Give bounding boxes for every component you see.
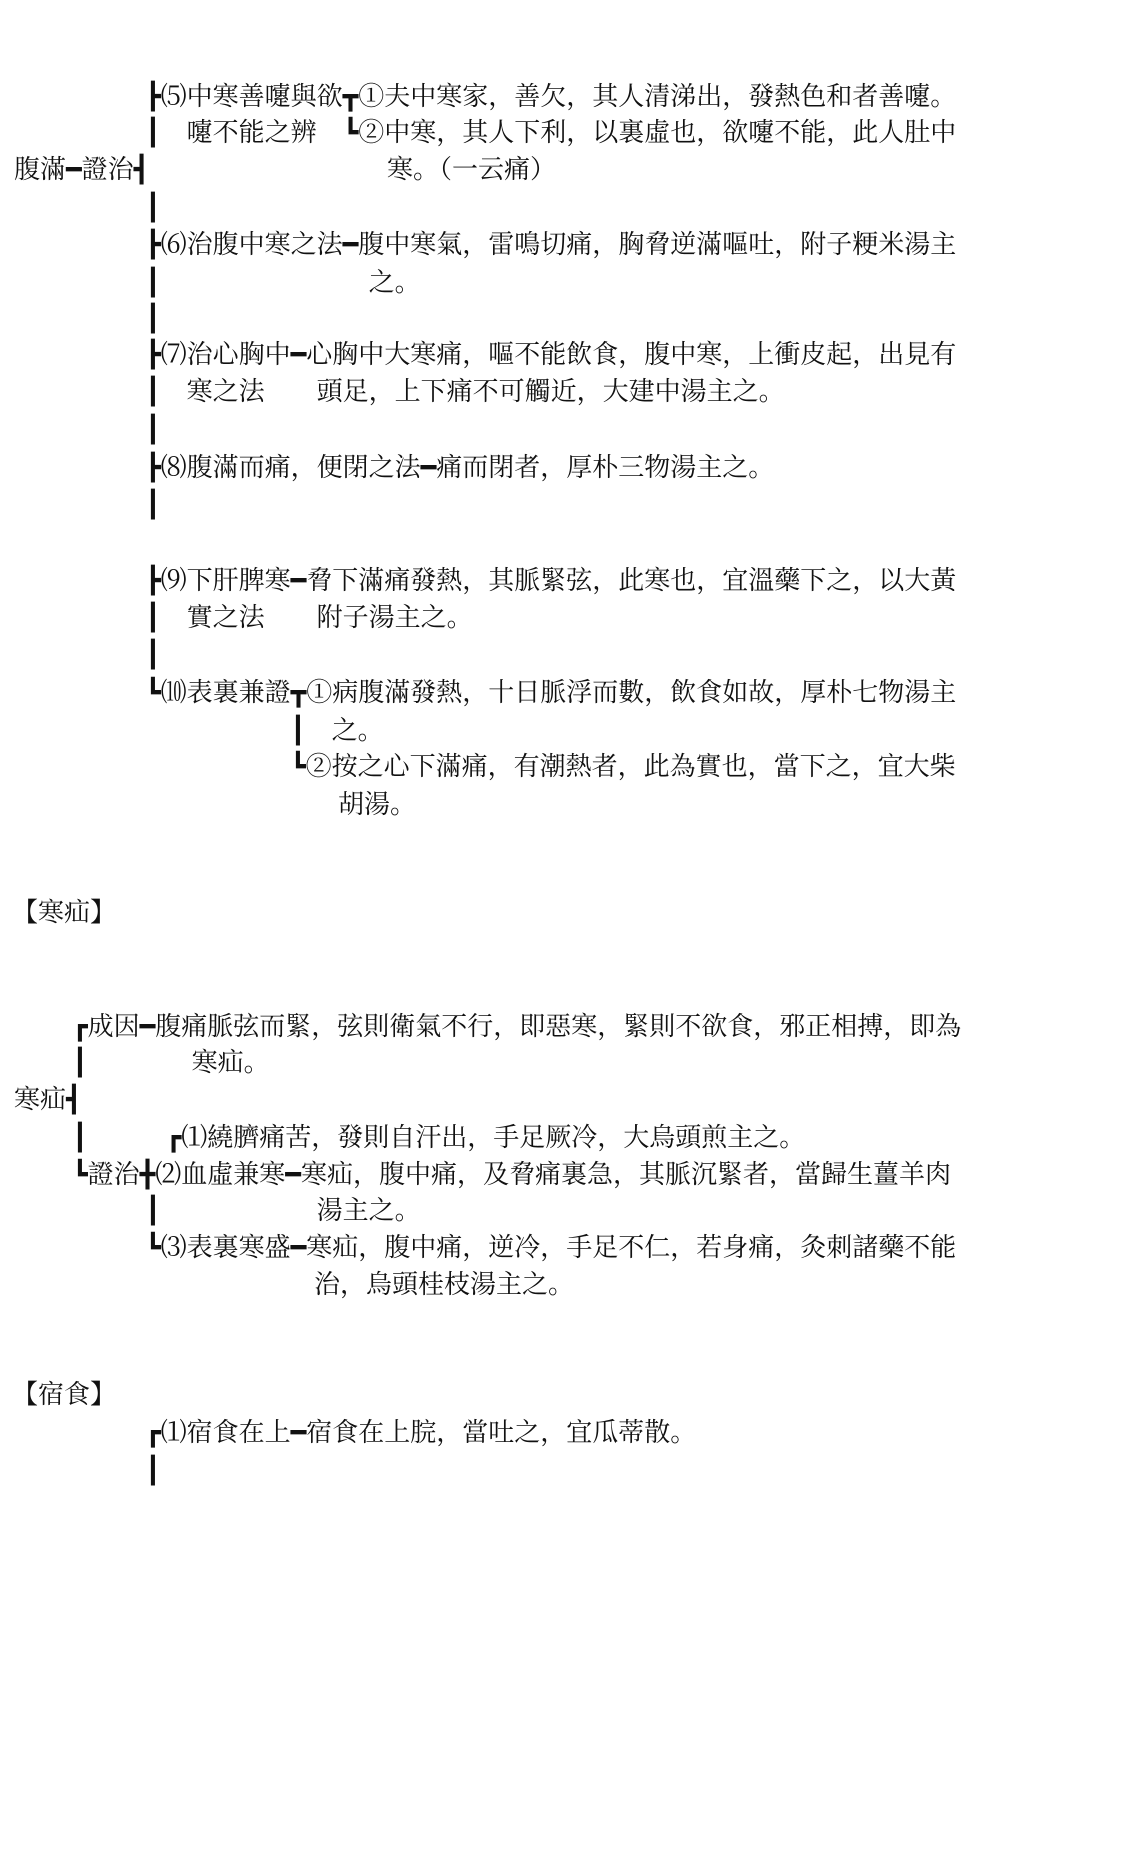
fuman-line-13: ┣⑼下肝脾寒━脅下滿痛發熱，其脈緊弦，此寒也，宜溫藥下之，以大黃 [145, 566, 957, 596]
fuman-line-11: ┣⑻腹滿而痛，便閉之法━痛而閉者，厚朴三物湯主之。 [145, 453, 775, 483]
hanshan-root-label: 寒疝┫ [14, 1085, 82, 1115]
fuman-line-12: ┃ [145, 490, 161, 520]
sushi-line-1: ┏⑴宿食在上━宿食在上脘，當吐之，宜瓜蒂散。 [145, 1418, 697, 1448]
fuman-line-4: ┃ [145, 193, 161, 223]
fuman-line-3: 寒。（一云痛） [387, 155, 557, 185]
fuman-line-14: ┃ 實之法 附子湯主之。 [145, 603, 473, 633]
fuman-line-19: 胡湯。 [338, 790, 417, 820]
sushi-line-2: ┃ [145, 1456, 161, 1486]
fuman-line-15: ┃ [145, 640, 161, 670]
fuman-line-8: ┣⑺治心胸中━心胸中大寒痛，嘔不能飲食，腹中寒，上衝皮起，出見有 [145, 340, 957, 370]
hanshan-line-5: ┃ 湯主之。 [145, 1196, 421, 1226]
sushi-heading: 【宿食】 [12, 1380, 117, 1410]
fuman-line-16: ┗⑽表裏兼證┳①病腹滿發熱，十日脈浮而數，飲食如故，厚朴七物湯主 [145, 678, 957, 708]
fuman-line-6: ┃ 之。 [145, 268, 421, 298]
hanshan-line-4: ┗證治╋⑵血虛兼寒━寒疝，腹中痛，及脅痛裏急，其脈沉緊者，當歸生薑羊肉 [72, 1160, 951, 1190]
fuman-line-5: ┣⑹治腹中寒之法━腹中寒氣，雷鳴切痛，胸脅逆滿嘔吐，附子粳米湯主 [145, 230, 957, 260]
fuman-line-1: ┣⑸中寒善嚔與欲┳①夫中寒家，善欠，其人清涕出，發熱色和者善嚔。 [145, 82, 957, 112]
fuman-line-2: ┃ 嚔不能之辨 ┗②中寒，其人下利，以裏虛也，欲嚔不能，此人肚中 [145, 118, 957, 148]
hanshan-line-1: ┏成因━腹痛脈弦而緊，弦則衛氣不行，即惡寒，緊則不欲食，邪正相搏，即為 [72, 1012, 962, 1042]
fuman-line-9: ┃ 寒之法 頭足，上下痛不可觸近，大建中湯主之。 [145, 377, 785, 407]
fuman-root-label: 腹滿━證治┫ [14, 155, 150, 185]
hanshan-line-7: 治，烏頭桂枝湯主之。 [314, 1270, 575, 1300]
hanshan-heading: 【寒疝】 [12, 898, 117, 928]
hanshan-line-3: ┃ ┏⑴繞臍痛苦，發則自汗出，手足厥冷，大烏頭煎主之。 [72, 1123, 806, 1153]
fuman-line-18: ┗②按之心下滿痛，有潮熱者，此為實也，當下之，宜大柴 [290, 752, 956, 782]
fuman-line-17: ┃ 之。 [290, 716, 384, 746]
hanshan-line-2: ┃ 寒疝。 [72, 1048, 270, 1078]
fuman-line-10: ┃ [145, 415, 161, 445]
hanshan-line-6: ┗⑶表裏寒盛━寒疝，腹中痛，逆冷，手足不仁，若身痛，灸刺諸藥不能 [145, 1233, 957, 1263]
fuman-line-7: ┃ [145, 304, 161, 334]
